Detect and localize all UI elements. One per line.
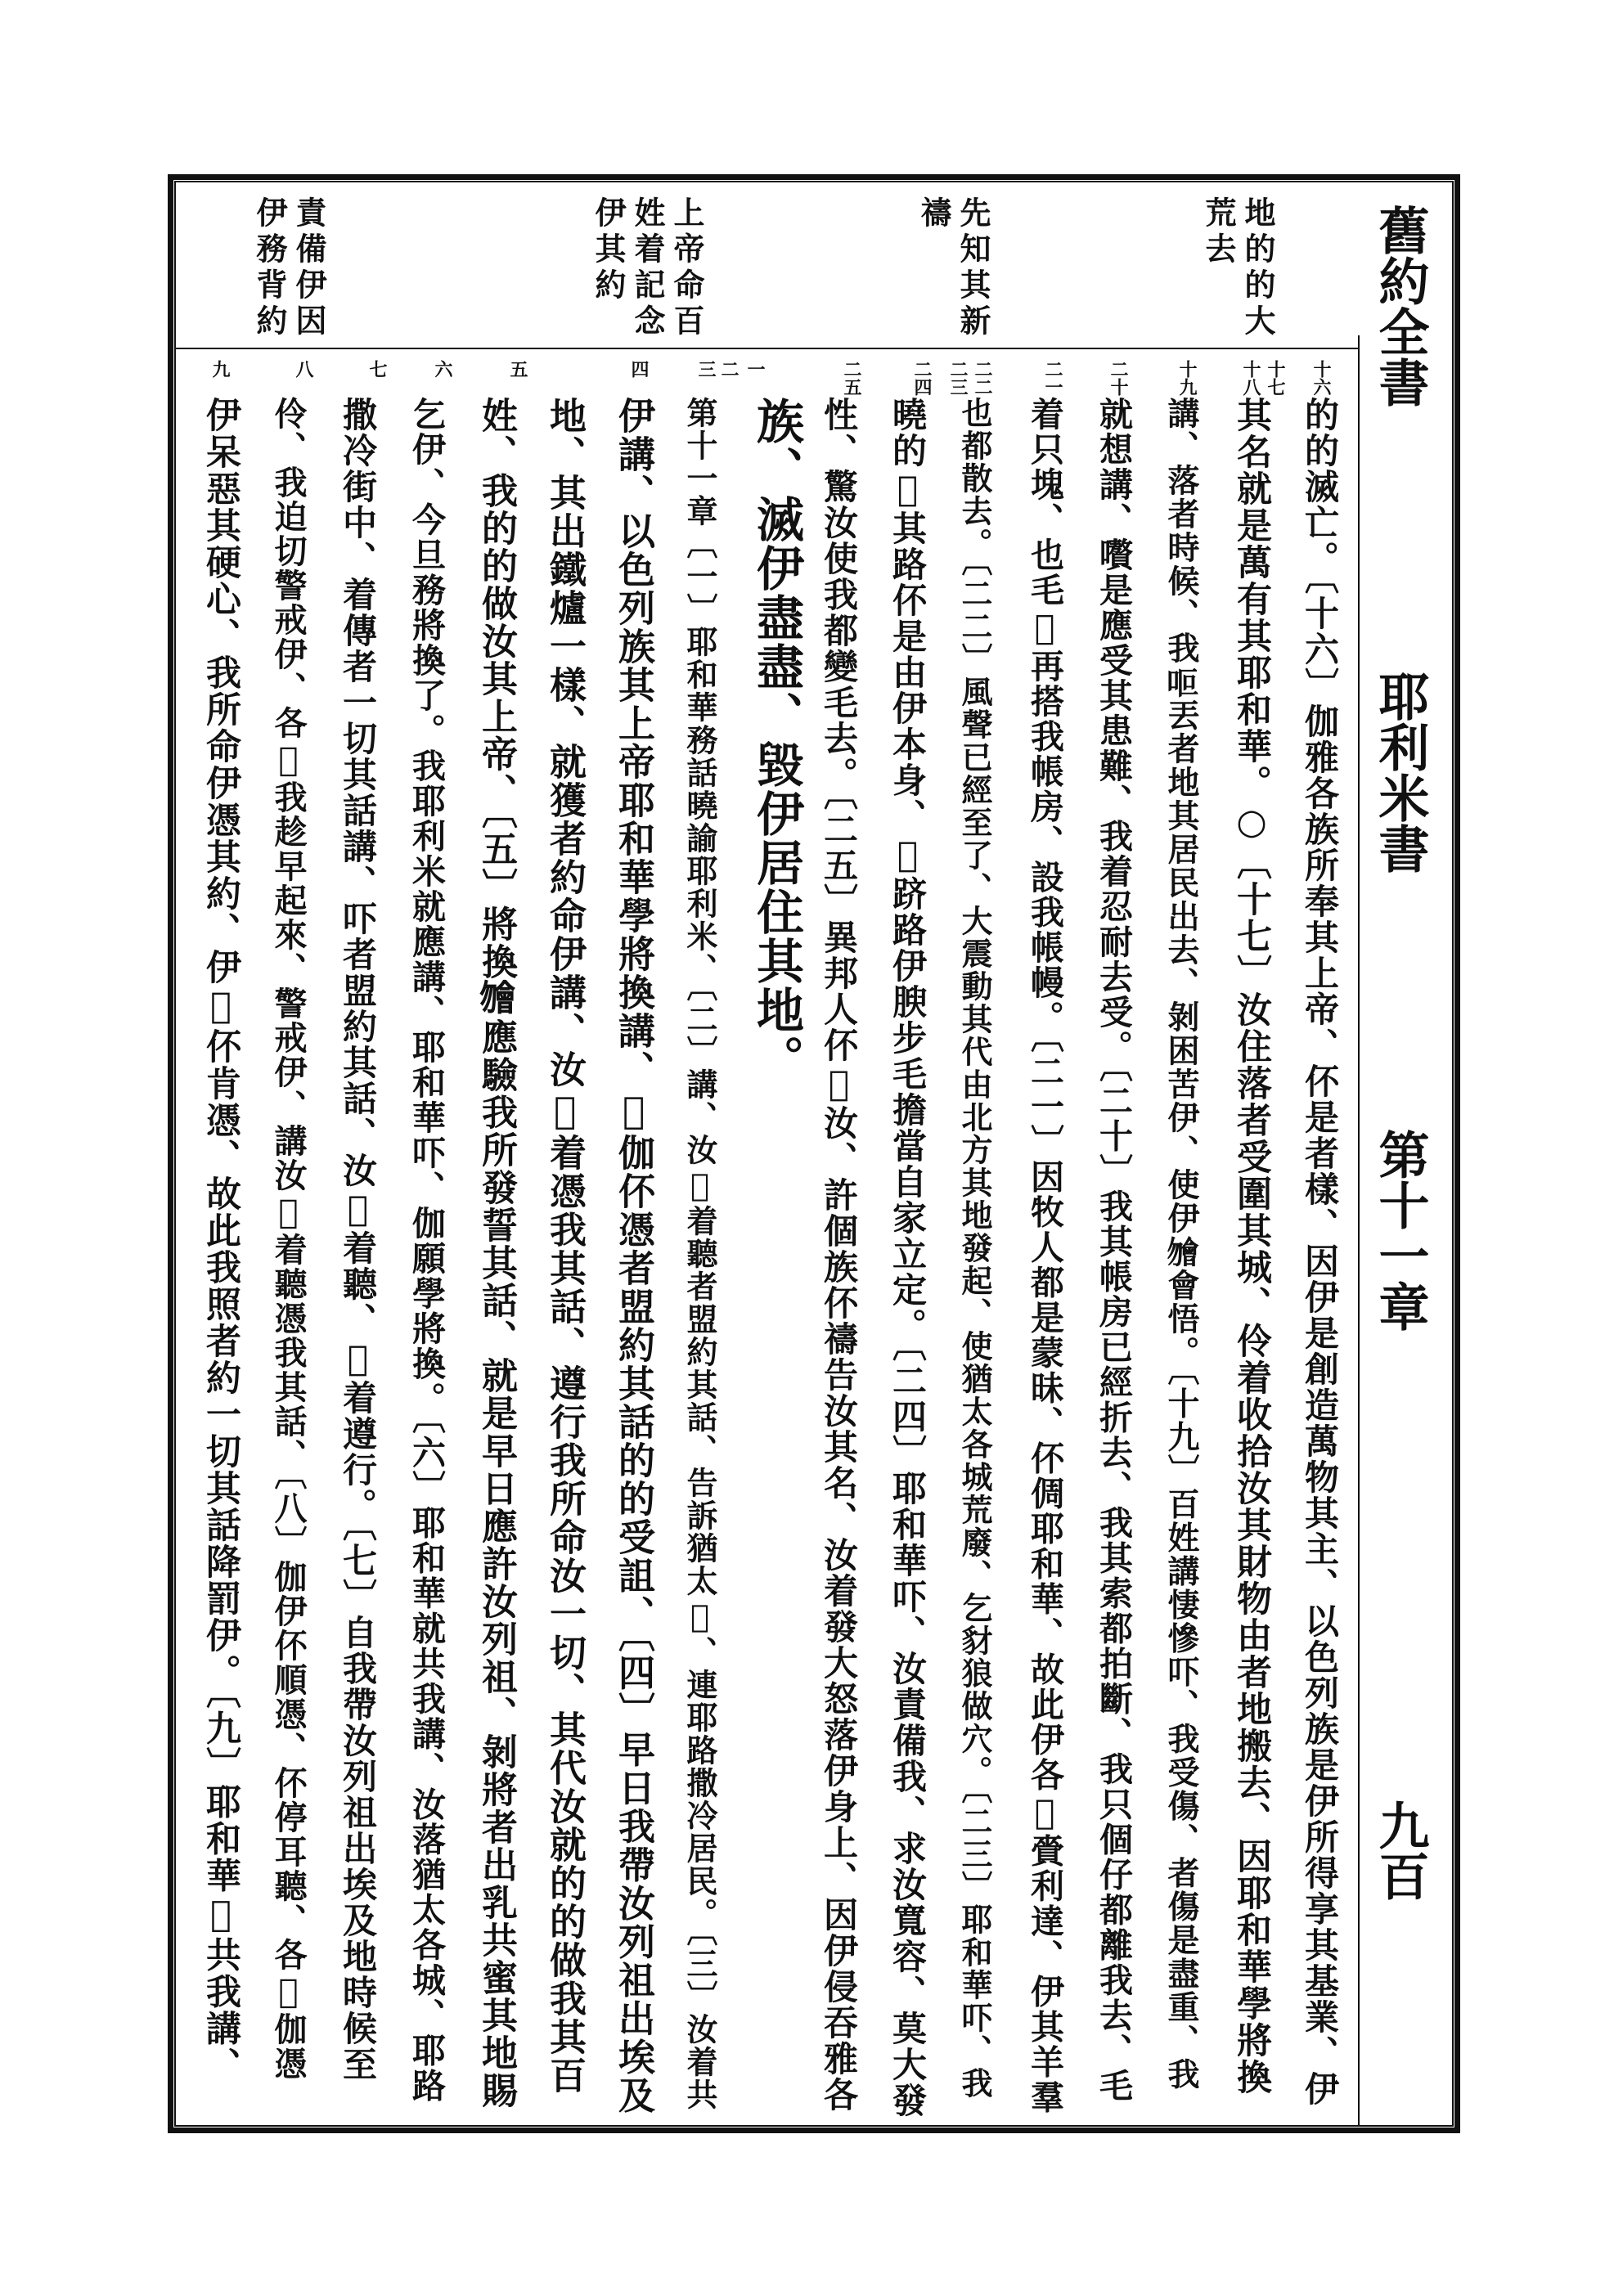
text-column: 族、滅伊盡盡、毀伊居住其地。 <box>749 397 804 1084</box>
verse-number: 二四 <box>911 360 933 396</box>
verse-number: 九 <box>209 360 231 378</box>
text-column: 的的滅亡。〔十六〕伽雅各族所奉其上帝、伓是者樣、因伊是創造萬物其主、以色列族是伊所得享其基業、伊 <box>1300 397 1340 2107</box>
text-column: 撒冷街中、着傳者一切其話講、吓者盟約其話、汝𠆧着聽、𠆧着遵行。〔七〕自我帶汝列祖出埃及地時候至 <box>338 397 378 2083</box>
verse-number: 一 <box>744 360 766 378</box>
page-number: 九百 <box>1370 1800 1430 1901</box>
verse-number: 六 <box>432 360 453 378</box>
verse-number: 十七 <box>1265 360 1286 396</box>
margin-note-2a: 先知其新 <box>955 196 991 340</box>
text-column: 也都散去。〔二二〕風聲已經至了、大震動其代由北方其地發起、使猶太各城荒廢、乞豺狼做穴。〔二三〕耶和華吓、我 <box>956 397 993 2100</box>
header-divider <box>1358 335 1360 2127</box>
verse-number: 十六 <box>1311 360 1332 396</box>
text-column: 講、落者時候、我𠰐丟者地其居民出去、剝困苦伊、使伊𣍐會悟。〔十九〕百姓講悽慘吓、我受傷、者傷是盡重、我 <box>1162 397 1200 2092</box>
margin-note-2b: 禱 <box>915 196 952 232</box>
text-column: 乞伊、今旦務將換了。我耶利米就應講、耶和華吓、伽願學將換。〔六〕耶和華就共我講、汝落猶太各城、耶路 <box>407 397 446 2104</box>
verse-number: 八 <box>293 360 314 378</box>
text-column: 姓、我的的做汝其上帝、〔五〕將換𣍐應驗我所發誓其話、就是早日應許汝列祖、剝將者出乳共蜜其地賜 <box>475 397 517 2110</box>
verse-number: 十八 <box>1240 360 1261 396</box>
text-column: 地、其出鐵爐一樣、就獲者約命伊講、汝𠆧着憑我其話、遵行我所命汝一切、其代汝就的的做我其百 <box>543 397 587 2095</box>
verse-number: 二 <box>718 360 740 378</box>
text-column: 性、驚汝使我都變毛去。〔二五〕異邦人伓𠆧汝、許個族伓禱告汝其名、汝着發大怒落伊身上、因伊侵吞雅各 <box>819 397 859 2113</box>
text-column: 其名就是萬有其耶和華。○〔十七〕汝住落者受圍其城、伶着收拾汝其財物由者地搬去、因耶和華學將換 <box>1231 397 1272 2096</box>
text-column: 曉的𠆧其路伓是由伊本身、𠆧跻路伊腴步毛擔當自家立定。〔二四〕耶和華吓、汝責備我、求汝寬容、莫大發 <box>888 397 928 2119</box>
book-title: 舊約全書 <box>1370 204 1430 407</box>
verse-number: 七 <box>366 360 388 378</box>
notes-divider <box>174 348 1358 349</box>
margin-note-3b: 姓着記念 <box>629 196 666 340</box>
verse-number: 十九 <box>1176 360 1198 396</box>
verse-number: 二三 <box>947 360 969 396</box>
book-name: 耶利米書 <box>1370 671 1430 874</box>
margin-note-1a: 地的的大 <box>1239 196 1276 340</box>
text-column: 伊呆惡其硬心、我所命伊憑其約、伊𠆧伓肯憑、故此我照者約一切其話降罰伊。〔九〕耶和華𠆧共我講、 <box>200 397 241 2084</box>
text-column: 着只塊、也毛𠆧再搭我帳房、設我帳幔。〔二一〕因牧人都是蒙昧、伓倜耶和華、故此伊各𠆧賫利達、伊其羊羣 <box>1025 397 1064 2115</box>
verse-number: 二十 <box>1108 360 1129 396</box>
verse-number: 二五 <box>841 360 862 396</box>
text-column: 伊講、以色列族其上帝耶和華學將換講、𠆧伽伓憑者盟約其話的的受詛、〔四〕早日我帶汝列祖出埃及 <box>612 397 655 2115</box>
margin-note-4a: 責備伊因 <box>290 196 327 340</box>
text-column: 就想講、嚽是應受其患難、我着忍耐去受。〔二十〕我其帳房已經折去、我其索都拍斷、我只個仔都離我去、毛 <box>1094 397 1133 2104</box>
verse-number: 四 <box>628 360 650 378</box>
verse-number: 五 <box>507 360 528 378</box>
margin-note-1b: 荒去 <box>1200 196 1237 268</box>
margin-note-4b: 伊務背約 <box>251 196 288 340</box>
verse-number: 二一 <box>1042 360 1063 396</box>
verse-number: 三 <box>695 360 717 378</box>
margin-note-3c: 伊其約 <box>590 196 627 304</box>
chapter-start-column: 第十一章〔一〕耶和華務話曉諭耶利米、〔二〕講、汝𠆧着聽者盟約其話、告訴猶太𠆧、連耶路撒冷居民。〔三〕汝着共 <box>681 397 718 2111</box>
verse-number: 二二 <box>972 360 993 396</box>
text-column: 伶、我迫切警戒伊、各𠆧我趁早起來、警戒伊、講汝𠆧着聽憑我其話、〔八〕伽伊伓順憑、伓停耳聽、各𠆧伽憑 <box>269 397 308 2081</box>
margin-note-3a: 上帝命百 <box>668 196 705 340</box>
chapter-heading: 第十一章 <box>1370 1129 1430 1332</box>
